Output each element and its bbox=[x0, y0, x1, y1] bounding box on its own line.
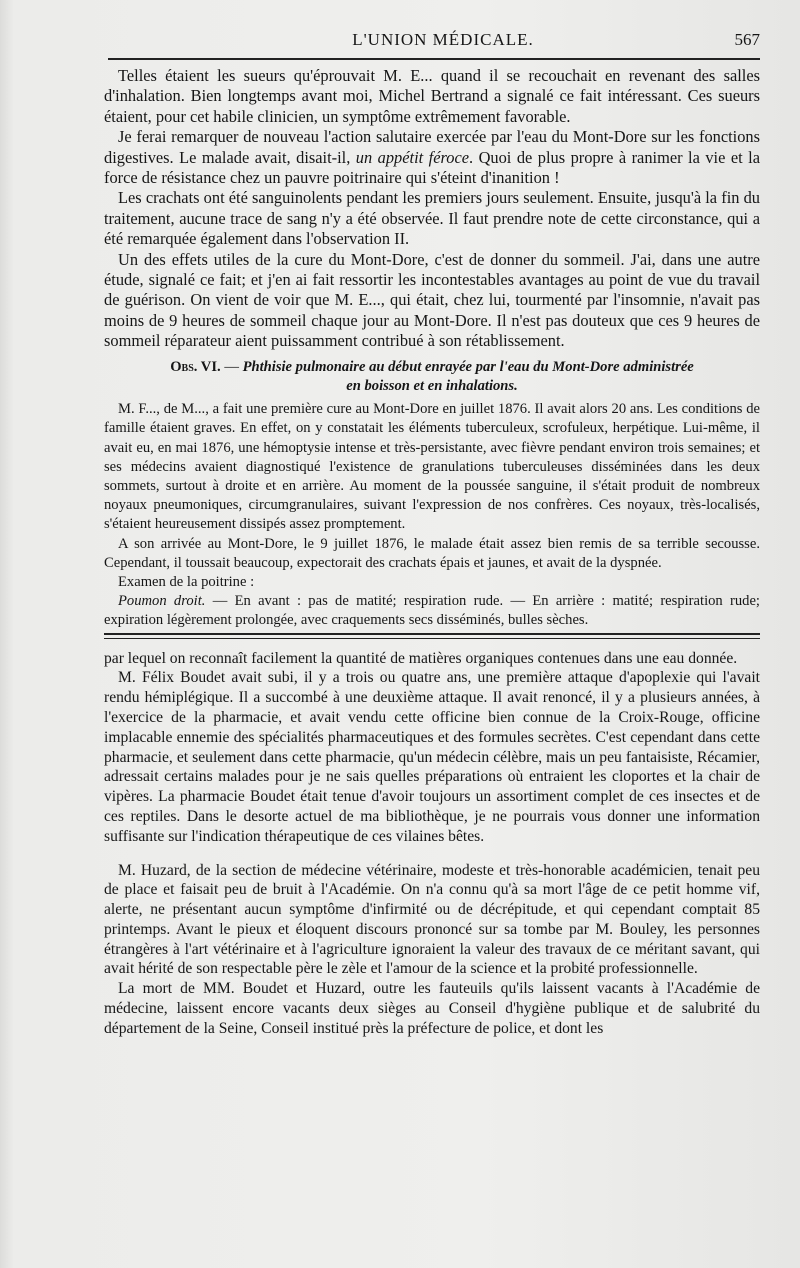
text-run: . Quoi de plus propre à ranimer la vie et la force de résistance chez un pauvre poitrinaire qui s'éteint d'inanition ! bbox=[104, 147, 760, 188]
paragraph bbox=[104, 127, 760, 188]
observation-title-line1: Phthisie pulmonaire au début enrayée par l'eau du Mont-Dore administrée bbox=[242, 358, 694, 375]
paragraph: La mort de MM. Boudet et Huzard, outre les fauteuils qu'ils laissent vacants à l'Académie de médecine, laissent encore vacants deux sièges au Conseil d'hygiène publique et de salubrité du département de la Seine, Conseil institué près la préfecture de police, et dont les bbox=[104, 980, 760, 1037]
observation-label: Obs. VI. bbox=[170, 358, 221, 375]
paragraph: Les crachats ont été sanguinolents pendant les premiers jours seulement. Ensuite, jusqu'à la fin du traitement, aucune trace de sang n'y a été observée. Il faut prendre note de cette circonstance, qui a été remarquée également dans l'observation II. bbox=[104, 188, 760, 249]
paragraph: M. F..., de M..., a fait une première cure au Mont-Dore en juillet 1876. Il avait alors 20 ans. Les conditions de famille étaient graves. En effet, on y constatait les éléments tuberculeux, scrofuleux, herpétique. Lui-même, il avait eu, en mai 1876, une hémoptysie intense et très-persistante, avec fièvre pendant environ trois semaines; et ses médecins avaient diagnostiqué l'existence de granulations tuberculeuses disséminées dans les deux sommets, surtout à droite et en arrière. Au moment de la poussée sanguine, il s'était produit de nombreux noyaux pneumoniques, circumgranulaires, suivant l'expression de nos confrères. Ces noyaux, très-localisés, s'étaient heureusement dissipés assez promptement. bbox=[104, 401, 760, 533]
paragraph: Telles étaient les sueurs qu'éprouvait M. E... quand il se recouchait en revenant des salles d'inhalation. Bien longtemps avant moi, Michel Bertrand a signalé ce fait intéressant. Ces sueurs étaient, pour cet habile clinicien, un symptôme extrêmement favorable. bbox=[104, 66, 760, 126]
text-run: — En avant : pas de matité; respiration rude. — En arrière : matité; respiration rude; expiration légèrement prolongée, avec craquements secs disséminés, bulles sèches. bbox=[104, 593, 760, 629]
section-divider bbox=[104, 633, 760, 639]
upper-article bbox=[104, 66, 760, 631]
observation-heading bbox=[104, 358, 760, 396]
emphasis: Poumon droit. bbox=[118, 593, 206, 610]
running-header bbox=[104, 0, 760, 58]
paragraph bbox=[104, 592, 760, 630]
header-rule bbox=[108, 58, 760, 60]
observation-title-line2: en boisson et en inhalations. bbox=[346, 377, 518, 394]
paragraph-gap bbox=[104, 847, 760, 861]
paragraph: Examen de la poitrine : bbox=[118, 573, 255, 590]
paragraph: M. Huzard, de la section de médecine vétérinaire, modeste et très-honorable académicien, tenait peu de place et faisait peu de bruit à l'Académie. On n'a connu qu'à sa mort l'âge de ce petit homme vif, alerte, ne présentant aucun symptôme d'infirmité ou de décrépitude, et qui cependant comptait 85 printemps. Avant le pieux et éloquent discours prononcé sur sa tombe par M. Bouley, les personnes étrangères à l'art vétérinaire et à l'agriculture ignoraient la valeur des travaux de ce méritant savant, qui avait hérité de son respectable père le zèle et l'amour de la science et la probité professionnelle. bbox=[104, 861, 760, 978]
feuilleton-section bbox=[104, 649, 760, 1039]
page-number: 567 bbox=[734, 30, 760, 49]
journal-title: L'UNION MÉDICALE. bbox=[352, 30, 534, 49]
emphasis: un appétit féroce bbox=[355, 147, 469, 167]
paragraph: Un des effets utiles de la cure du Mont-Dore, c'est de donner du sommeil. J'ai, dans une autre étude, signalé ce fait; et j'en ai fait ressortir les incontestables avantages au point de vue du travail de guérison. On vient de voir que M. E..., qui était, chez lui, tourmenté par l'insomnie, n'avait pas moins de 9 heures de sommeil chaque jour au Mont-Dore. Il n'est pas douteux que ces 9 heures de sommeil réparateur aient puissamment contribué à son rétablissement. bbox=[104, 249, 760, 351]
observation-text bbox=[104, 400, 760, 630]
heading-dash: — bbox=[220, 358, 243, 375]
paragraph: A son arrivée au Mont-Dore, le 9 juillet 1876, le malade était assez bien remis de sa terrible secousse. Cependant, il toussait beaucoup, expectorait des crachats épais et jaunes, et avait de la dyspnée. bbox=[104, 535, 760, 571]
text-run: Je ferai remarquer de nouveau l'action salutaire exercée par l'eau du Mont-Dore sur les fonctions digestives. Le malade avait, disait-il, bbox=[104, 127, 760, 167]
paragraph: M. Félix Boudet avait subi, il y a trois ou quatre ans, une première attaque d'apoplexie qui l'avait rendu hémiplégique. Il a succombé à une deuxième attaque. Il avait renoncé, il y a plusieurs années, à l'exercice de la pharmacie, et avait vendu cette officine bien connue de la Croix-Rouge, officine implacable ennemie des spécialités pharmaceutiques et des formules secrètes. C'est cependant dans cette pharmacie, et seulement dans cette pharmacie, qu'un médecin célèbre, mais un peu fantaisiste, Récamier, adressait certains malades pour je ne sais quelles préparations où entraient les cloportes et la chair de vipères. La pharmacie Boudet était tenue d'avoir toujours un assortiment complet de ces insectes et de ces reptiles. Dans le desorte actuel de ma bibliothèque, je ne pourrais vous donner une information suffisante sur l'indication thérapeutique de ces vilaines bêtes. bbox=[104, 669, 760, 845]
paragraph: par lequel on reconnaît facilement la quantité de matières organiques contenues dans une eau donnée. bbox=[104, 649, 738, 667]
